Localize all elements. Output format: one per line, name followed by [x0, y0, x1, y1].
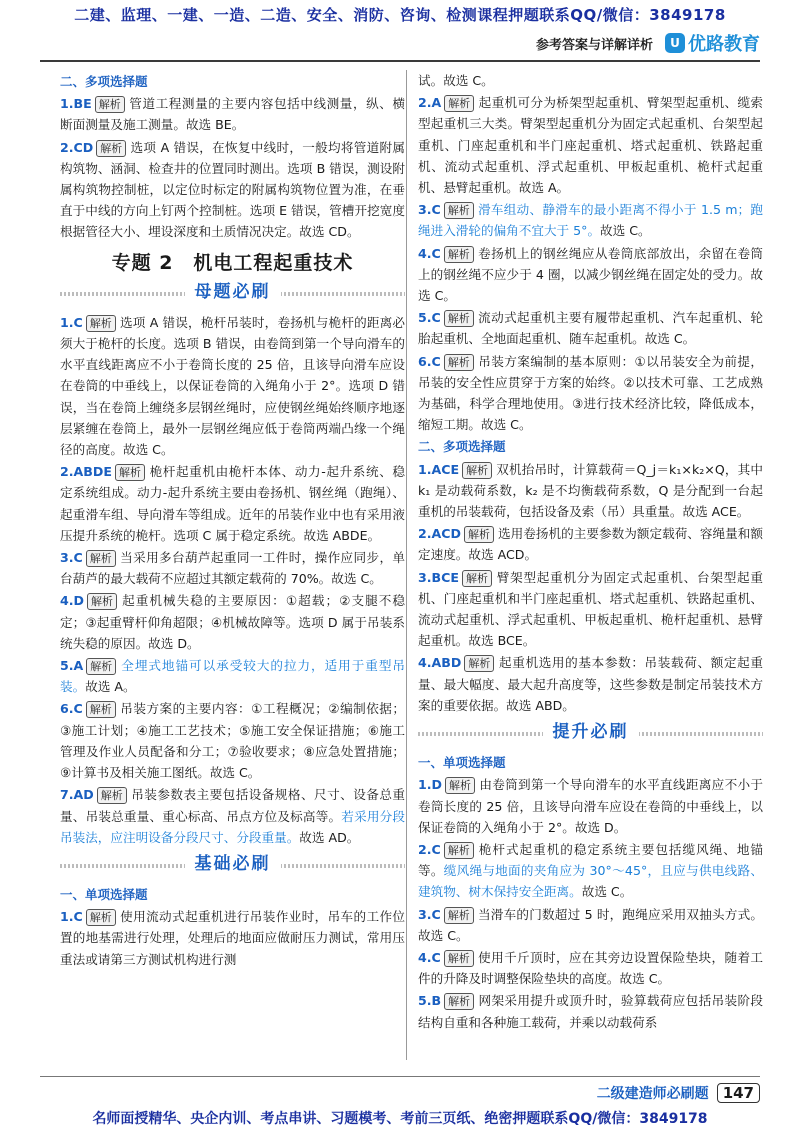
analysis-tag: 解析	[462, 570, 492, 587]
answer-key: 7.AD	[60, 787, 94, 803]
section-heading: 二、多项选择题	[418, 439, 506, 455]
answer-text: 故选 C。	[600, 223, 651, 239]
answer-key: 4.D	[60, 593, 85, 609]
analysis-tag: 解析	[115, 464, 145, 481]
answer-text: 当采用多台葫芦起重同一工件时，操作应同步，单台葫芦的最大载荷不应超过其额定载荷的 70%。故选 C。	[60, 550, 405, 587]
continued-text: 试。故选 C。	[418, 73, 494, 88]
header-rule	[40, 60, 760, 62]
analysis-tag: 解析	[97, 787, 127, 804]
right-column	[418, 70, 763, 1034]
brand-logo	[665, 30, 760, 56]
bottom-banner: 名师面授精华、央企内训、考点串讲、习题模考、考前三页纸、绝密押题联系QQ/微信：3849178	[92, 1111, 708, 1127]
answer-text: 吊装方案的主要内容：①工程概况；②编制依据；③施工计划；④施工工艺技术；⑤施工安全保证措施；⑥施工管理及作业人员配备和分工；⑦验收要求；⑧应急处置措施；⑨计算书及相关施工图纸。故选 C。	[60, 701, 405, 781]
answer-key: 1.C	[60, 314, 83, 330]
answer-item	[418, 567, 763, 652]
answer-text: 吊装方案编制的基本原则：①以吊装安全为前提，吊装的安全性应贯穿于方案的始终。②以技术可靠、工艺成熟为基础，科学合理地使用。③进行技术经济比较，降低成本，缩短工期。故选 C。	[418, 353, 763, 433]
answer-item	[60, 698, 405, 783]
answer-item	[418, 904, 763, 946]
brand-name: 优路教育	[688, 34, 760, 55]
top-banner: 二建、监理、一建、一造、二造、安全、消防、咨询、检测课程押题联系QQ/微信：3849178	[74, 6, 726, 24]
analysis-tag: 解析	[444, 310, 474, 327]
answer-key: 1.BE	[60, 96, 92, 112]
answer-text: 使用千斤顶时，应在其旁边设置保险垫块，随着工件的升降及时调整保险垫块的高度。故选 C。	[418, 949, 763, 987]
answer-item	[418, 947, 763, 989]
answer-text: 网架采用提升或顶升时，验算载荷应包括吊装阶段结构自重和各种施工载荷，并乘以动载荷系	[418, 993, 763, 1030]
answer-key: 1.D	[418, 777, 443, 793]
answer-key: 6.C	[60, 701, 83, 717]
analysis-tag: 解析	[87, 593, 117, 610]
answer-text: 臂架型起重机分为固定式起重机、台架型起重机、门座起重机和半门座起重机、塔式起重机、铁路起重机、流动式起重机、浮式起重机、甲板起重机、桅杆起重机、悬臂起重机。故选 BCE。	[418, 569, 763, 649]
analysis-tag: 解析	[444, 246, 474, 263]
answer-key: 1.C	[60, 909, 83, 925]
band-label: 提升必刷	[543, 722, 639, 742]
answer-key: 5.C	[418, 310, 441, 326]
answer-key: 3.C	[418, 202, 441, 218]
answer-item	[418, 652, 763, 716]
answer-item	[418, 990, 763, 1032]
answer-key: 1.ACE	[418, 461, 460, 477]
answer-text: 故选 C。	[581, 884, 633, 900]
column-divider	[406, 70, 407, 1060]
answer-text: 卷扬机上的钢丝绳应从卷筒底部放出，余留在卷筒上的钢丝绳不应少于 4 圈，以减少钢丝绳在固定处的受力。故选 C。	[418, 245, 763, 304]
answer-key: 4.ABD	[418, 655, 462, 671]
answer-item	[60, 461, 405, 546]
brand-mark-icon: U	[665, 33, 685, 53]
answer-text: 由卷筒到第一个导向滑车的水平直线距离应不小于卷筒长度的 25 倍，且该导向滑车应设在卷筒的中垂线上，以保证卷筒的入绳角小于 2°。故选 D。	[418, 777, 763, 835]
analysis-tag: 解析	[444, 842, 474, 859]
analysis-tag: 解析	[86, 550, 116, 567]
answer-text: 桅杆式起重机的稳定系统主要包括缆风绳、地锚等。	[418, 841, 763, 879]
analysis-tag: 解析	[86, 701, 116, 718]
answer-key: 2.ACD	[418, 526, 461, 542]
answer-item	[60, 93, 405, 135]
answer-item	[418, 839, 763, 903]
analysis-tag: 解析	[86, 658, 116, 675]
answer-text: 故选 AD。	[299, 829, 360, 845]
answer-text: 选用卷扬机的主要参数为额定载荷、容绳量和额定速度。故选 ACD。	[418, 526, 763, 563]
page-header	[40, 28, 760, 58]
band-mother	[60, 282, 405, 306]
band-label: 母题必刷	[185, 282, 281, 302]
answer-text: 起重机选用的基本参数：吊装载荷、额定起重量、最大幅度、最大起升高度等，这些参数是制定吊装技术方案的重要依据。故选 ABD。	[418, 655, 763, 713]
answer-key: 5.B	[418, 993, 442, 1009]
highlight-text: 全埋式地锚可以承受较大的拉力，适用于重型吊装。	[60, 658, 405, 695]
left-column	[60, 70, 405, 971]
answer-item	[418, 92, 763, 198]
header-subtitle: 参考答案与详解详析	[535, 37, 653, 53]
answer-item	[60, 547, 405, 589]
answer-key: 3.BCE	[418, 569, 459, 585]
answer-text: 起重机可分为桥架型起重机、臂架型起重机、缆索型起重机三大类。臂架型起重机分为固定式起重机、台架型起重机、门座起重机和半门座起重机、塔式起重机、铁路起重机、流动式起重机、浮式起重机、甲板起重机、桅杆式起重机、悬臂起重机。故选 A。	[418, 95, 763, 196]
analysis-tag: 解析	[444, 907, 474, 924]
answer-key: 4.C	[418, 245, 441, 261]
highlight-text: 若采用分段吊装法，应注明设备分段尺寸、分段重量。	[60, 808, 406, 845]
answer-text: 当滑车的门数超过 5 时，跑绳应采用双抽头方式。故选 C。	[418, 906, 763, 943]
page-number: 147	[717, 1083, 760, 1103]
band-basic	[60, 854, 405, 878]
section-heading: 二、多项选择题	[60, 74, 148, 89]
answer-item	[60, 590, 405, 654]
analysis-tag: 解析	[444, 993, 474, 1010]
answer-item	[418, 199, 763, 241]
answer-item	[60, 784, 405, 848]
section-heading: 一、单项选择题	[60, 886, 148, 902]
answer-key: 4.C	[418, 949, 441, 965]
analysis-tag: 解析	[86, 315, 116, 332]
answer-item	[418, 523, 763, 565]
answer-text: 双机抬吊时，计算载荷＝Q_j＝k₁×k₂×Q，其中 k₁ 是动载荷系数，k₂ 是不均衡载荷系数，Q 是分配到一台起重机的吊装载荷，包括设备及索（吊）具重量。故选 ACE。	[418, 461, 763, 520]
footer-title: 二级建造师必刷题	[596, 1086, 709, 1102]
analysis-tag: 解析	[96, 140, 126, 157]
answer-key: 3.C	[60, 550, 83, 566]
answer-item	[418, 351, 763, 436]
band-up	[418, 722, 763, 746]
answer-item	[418, 307, 763, 349]
answer-text: 选项 A 错误，在恢复中线时，一般均将管道附属构筑物、涵洞、检查井的位置同时测出。选项 B 错误，测设附属构筑物控制桩，以定位时标定的附属构筑物位置为准，在垂直于中线的方向上钉两个控制桩。选项 E 错误，管槽开挖宽度根据管径大小、埋设深度和土质情况决定。故选 CD。	[60, 139, 405, 240]
answer-item	[60, 655, 405, 697]
highlight-text: 缆风绳与地面的夹角应为 30°～45°，且应与供电线路、建筑物、树木保持安全距离。	[418, 863, 764, 900]
analysis-tag: 解析	[464, 655, 494, 672]
answer-key: 2.CD	[60, 139, 94, 155]
answer-item	[60, 906, 405, 970]
topic-title: 专题 2 机电工程起重技术	[111, 251, 354, 274]
answer-text: 管道工程测量的主要内容包括中线测量，纵、横断面测量及施工测量。故选 BE。	[60, 96, 405, 133]
answer-text: 流动式起重机主要有履带起重机、汽车起重机、轮胎起重机、全地面起重机、随车起重机。故选 C。	[418, 310, 763, 347]
analysis-tag: 解析	[445, 777, 475, 794]
analysis-tag: 解析	[86, 909, 116, 926]
highlight-text: 滑车组动、静滑车的最小距离不得小于 1.5 m；跑绳进入滑轮的偏角不宜大于 5°。	[418, 202, 763, 239]
analysis-tag: 解析	[95, 96, 125, 113]
answer-key: 3.C	[418, 906, 441, 922]
answer-text: 吊装参数表主要包括设备规格、尺寸、设备总重量、吊装总重量、重心标高、吊点方位及标高等。	[60, 787, 405, 824]
answer-key: 2.ABDE	[60, 464, 112, 480]
answer-text: 使用流动式起重机进行吊装作业时，吊车的工作位置的地基需进行处理，处理后的地面应做耐压力测试，常用压重法或请第三方测试机构进行测	[60, 909, 405, 967]
answer-key: 2.A	[418, 95, 442, 111]
analysis-tag: 解析	[464, 526, 494, 543]
answer-item	[60, 137, 405, 243]
analysis-tag: 解析	[444, 950, 474, 967]
answer-key: 6.C	[418, 353, 441, 369]
answer-text: 起重机械失稳的主要原因：①超载；②支腿不稳定；③起重臂杆仰角超限；④机械故障等。选项 D 属于吊装系统失稳的原因。故选 D。	[60, 593, 405, 651]
analysis-tag: 解析	[444, 354, 474, 371]
answer-key: 5.A	[60, 658, 84, 674]
section-heading: 一、单项选择题	[418, 755, 506, 771]
analysis-tag: 解析	[462, 462, 492, 479]
answer-key: 2.C	[418, 841, 441, 857]
answer-text: 故选 A。	[85, 679, 136, 695]
analysis-tag: 解析	[444, 202, 474, 219]
answer-item	[418, 243, 763, 307]
band-label: 基础必刷	[185, 854, 281, 874]
answer-text: 选项 A 错误，桅杆吊装时，卷扬机与桅杆的距离必须大于桅杆的长度。选项 B 错误，由卷筒到第一个导向滑车的水平直线距离应不小于卷筒长度的 25 倍，且该导向滑车应设在卷筒的中垂线上，以保证卷筒的入绳角小于 2°。选项 D 错误，当在卷筒上缠绕多层钢丝绳时，应使钢丝绳始终顺序地逐层紧缠在卷筒上，最外一层钢丝绳应低于卷筒两端凸缘一个绳径的高度。故选 C。	[60, 314, 405, 458]
answer-item	[418, 774, 763, 838]
answer-item	[60, 312, 405, 460]
page-footer	[40, 1081, 760, 1105]
footer-rule	[40, 1076, 760, 1077]
answer-text: 桅杆起重机由桅杆本体、动力-起升系统、稳定系统组成。动力-起升系统主要由卷扬机、钢丝绳（跑绳）、起重滑车组、导向滑车等组成。近年的吊装作业中也有采用液压提升系统的桅杆。选项 C 属于稳定系统。故选 ABDE。	[60, 464, 405, 543]
analysis-tag: 解析	[444, 95, 474, 112]
answer-item	[418, 459, 763, 523]
